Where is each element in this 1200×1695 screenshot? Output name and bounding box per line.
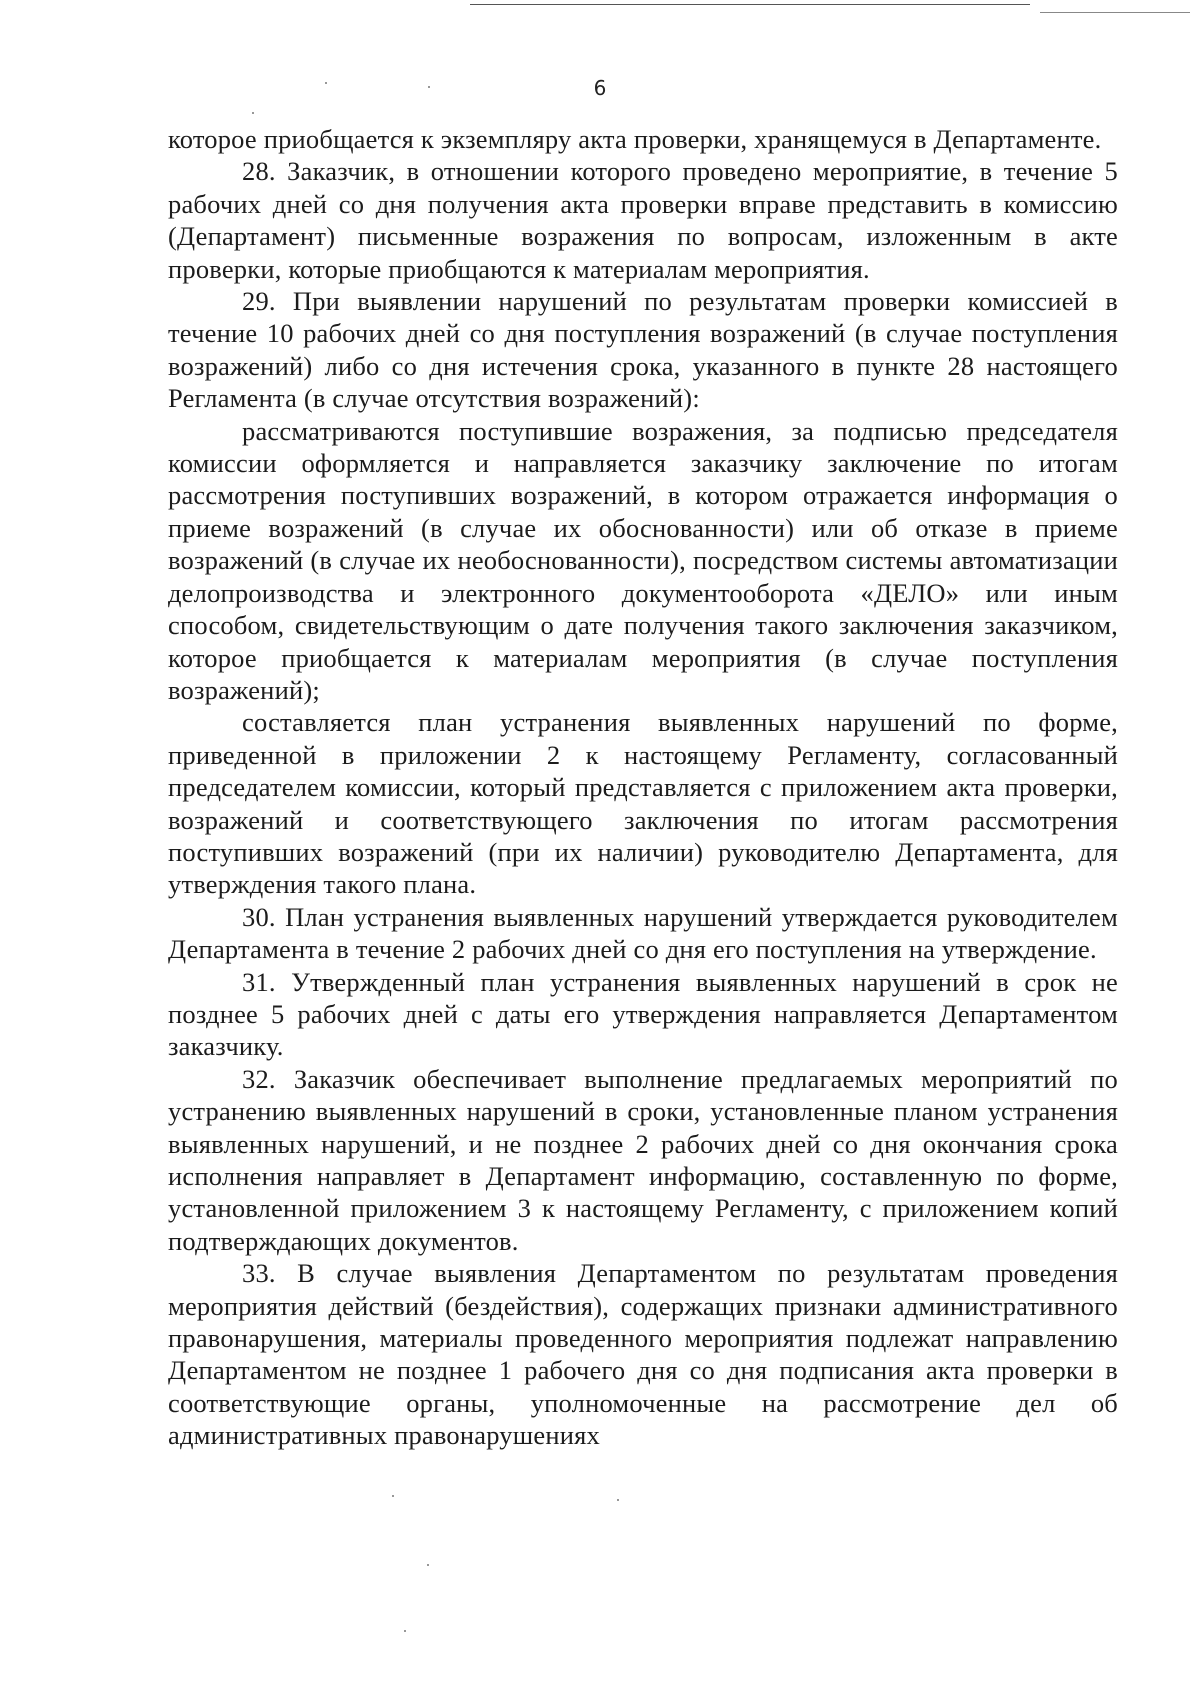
paragraph-continuation: которое приобщается к экземпляру акта проверки, хранящемуся в Департаменте. xyxy=(168,124,1102,154)
scan-edge-line xyxy=(1040,12,1190,13)
document-body xyxy=(168,123,1118,1452)
scan-speck xyxy=(252,112,254,114)
paragraph-item-30: 30. План устранения выявленных нарушений утверждается руководителем Департамента в течение 2 рабочих дней со дня его поступления на утверждение. xyxy=(168,901,1118,965)
paragraph-item-33: 33. В случае выявления Департаментом по результатам проведения мероприятия действий (бездействия), содержащих признаки административного правонарушения, материалы проведенного мероприятия подлежат направлению Департаментом не позднее 1 рабочего дня со дня подписания акта проверки в соответствующие органы, уполномоченные на рассмотрение дел об административных правонарушениях xyxy=(168,1258,1118,1451)
paragraph-item-29-plan: составляется план устранения выявленных нарушений по форме, приведенной в приложении 2 к настоящему Регламенту, согласованный председателем комиссии, который представляется с приложением акта проверки, возражений и соответствующего заключения по итогам рассмотрения поступивших возражений (при их наличии) руководителю Департамента, для утверждения такого плана. xyxy=(168,707,1118,900)
scan-speck xyxy=(392,1495,394,1497)
paragraph-item-29: 29. При выявлении нарушений по результатам проверки комиссией в течение 10 рабочих дней со дня поступления возражений (в случае поступления возражений) либо со дня истечения срока, указанного в пункте 28 настоящего Регламента (в случае отсутствия возражений): xyxy=(168,286,1118,414)
paragraph-item-29-objections: рассматриваются поступившие возражения, за подписью председателя комиссии оформляется и направляется заказчику заключение по итогам рассмотрения поступивших возражений, в котором отражается информация о приеме возражений (в случае их обоснованности) или об отказе в приеме возражений (в случае их необоснованности), посредством системы автоматизации делопроизводства и электронного документооборота «ДЕЛО» или иным способом, свидетельствующим о дате получения такого заключения заказчиком, которое приобщается к материалам мероприятия (в случае поступления возражений); xyxy=(168,415,1118,705)
page-number: 6 xyxy=(593,76,607,100)
scan-speck xyxy=(404,1630,406,1632)
scan-speck xyxy=(427,1564,429,1566)
paragraph-item-32: 32. Заказчик обеспечивает выполнение предлагаемых мероприятий по устранению выявленных нарушений в сроки, установленные планом устранения выявленных нарушений, и не позднее 2 рабочих дней со дня окончания срока исполнения направляет в Департамент информацию, составленную по форме, установленной приложением 3 к настоящему Регламенту, с приложением копий подтверждающих документов. xyxy=(168,1063,1118,1256)
scan-edge-line xyxy=(470,4,1030,5)
paragraph-item-31: 31. Утвержденный план устранения выявленных нарушений в срок не позднее 5 рабочих дней с даты его утверждения направляется Департаментом заказчику. xyxy=(168,966,1118,1062)
scan-speck xyxy=(617,1499,619,1501)
paragraph-item-28: 28. Заказчик, в отношении которого проведено мероприятие, в течение 5 рабочих дней со дня получения акта проверки вправе представить в комиссию (Департамент) письменные возражения по вопросам, изложенным в акте проверки, которые приобщаются к материалам мероприятия. xyxy=(168,156,1118,284)
